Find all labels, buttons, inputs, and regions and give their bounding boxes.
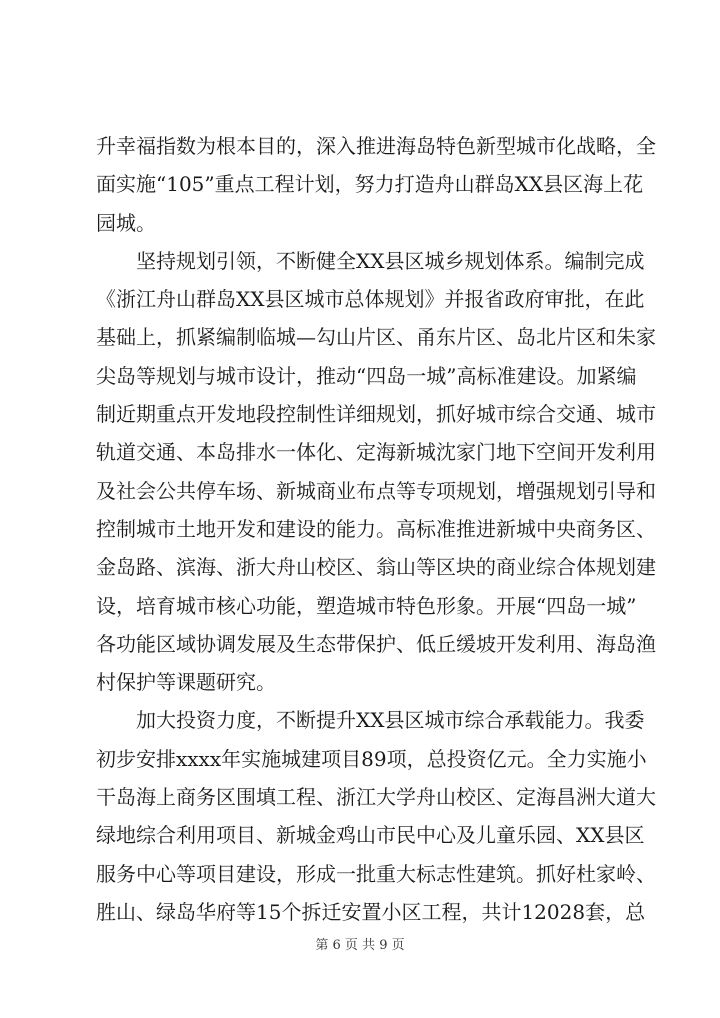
paragraph-start-line: 坚 持 规 划 引 领 ， 不 断 健 全 XX 县 区 城 乡 规 划 体 系 。 编 制 完 成 [136, 248, 645, 273]
text-line: 村保护等课题研究。 [96, 670, 276, 695]
text-line: 尖 岛 等 规 划 与 城 市 设 计 ， 推 动 “ 四 岛 一 城 ” 高 标 准 建 设 。 加 紧 编 [96, 363, 637, 388]
text-line: 各 功 能 区 域 协 调 发 展 及 生 态 带 保 护 、 低 丘 缓 坡 开 发 利 用 、 海 岛 渔 [96, 631, 656, 656]
text-line: 轨 道 交 通 、 本 岛 排 水 一 体 化 、 定 海 新 城 沈 家 门 地 下 空 间 开 发 利 用 [96, 440, 656, 465]
text-line: 控 制 城 市 土 地 开 发 和 建 设 的 能 力 。 高 标 准 推 进 新 城 中 央 商 务 区 、 [96, 516, 656, 541]
text-line: 服 务 中 心 等 项 目 建 设 ， 形 成 一 批 重 大 标 志 性 建 筑 。 抓 好 杜 家 岭 、 [96, 861, 656, 886]
paragraph-start-line: 加 大 投 资 力 度 ， 不 断 提 升 XX 县 区 城 市 综 合 承 载 能 力 。 我 委 [136, 708, 645, 733]
text-line: 设 ， 培 育 城 市 核 心 功 能 ， 塑 造 城 市 特 色 形 象 。 开 展 “ 四 岛 一 城 ” [96, 593, 637, 618]
text-line: 园城。 [96, 210, 156, 235]
text-line: 面 实 施 “ 105 ” 重 点 工 程 计 划 ， 努 力 打 造 舟 山 群 岛 XX 县 区 海 上 花 [96, 172, 644, 197]
body-text [96, 127, 656, 931]
text-line: 干 岛 海 上 商 务 区 围 填 工 程 、 浙 江 大 学 舟 山 校 区 、 定 海 昌 洲 大 道 大 [96, 785, 656, 810]
page-footer: 第 6 页 共 9 页 [315, 938, 405, 953]
text-line: 《 浙 江 舟 山 群 岛 XX 县 区 城 市 总 体 规 划 》 并 报 省 政 府 审 批 ， 在 此 [96, 287, 645, 312]
text-line: 及 社 会 公 共 停 车 场 、 新 城 商 业 布 点 等 专 项 规 划 ， 增 强 规 划 引 导 和 [96, 478, 656, 503]
text-line: 初 步 安 排 xxxx 年 实 施 城 建 项 目 89 项 ， 总 投 资 亿 元 。 全 力 实 施 小 [96, 746, 647, 771]
text-line: 基 础 上 ， 抓 紧 编 制 临 城 — 勾 山 片 区 、 甬 东 片 区 、 岛 北 片 区 和 朱 家 [96, 325, 656, 350]
text-line: 升 幸 福 指 数 为 根 本 目 的 ， 深 入 推 进 海 岛 特 色 新 型 城 市 化 战 略 ， 全 [96, 134, 656, 158]
text-line: 金 岛 路 、 滨 海 、 浙 大 舟 山 校 区 、 翁 山 等 区 块 的 商 业 综 合 体 规 划 建 [96, 555, 656, 580]
text-line: 制 近 期 重 点 开 发 地 段 控 制 性 详 细 规 划 ， 抓 好 城 市 综 合 交 通 、 城 市 [96, 402, 656, 427]
text-line: 胜 山 、 绿 岛 华 府 等 15 个 拆 迁 安 置 小 区 工 程 ， 共 计 12028 套 ， 总 [96, 899, 646, 924]
text-line: 绿 地 综 合 利 用 项 目 、 新 城 金 鸡 山 市 民 中 心 及 儿 童 乐 园 、 XX 县 区 [96, 823, 645, 848]
